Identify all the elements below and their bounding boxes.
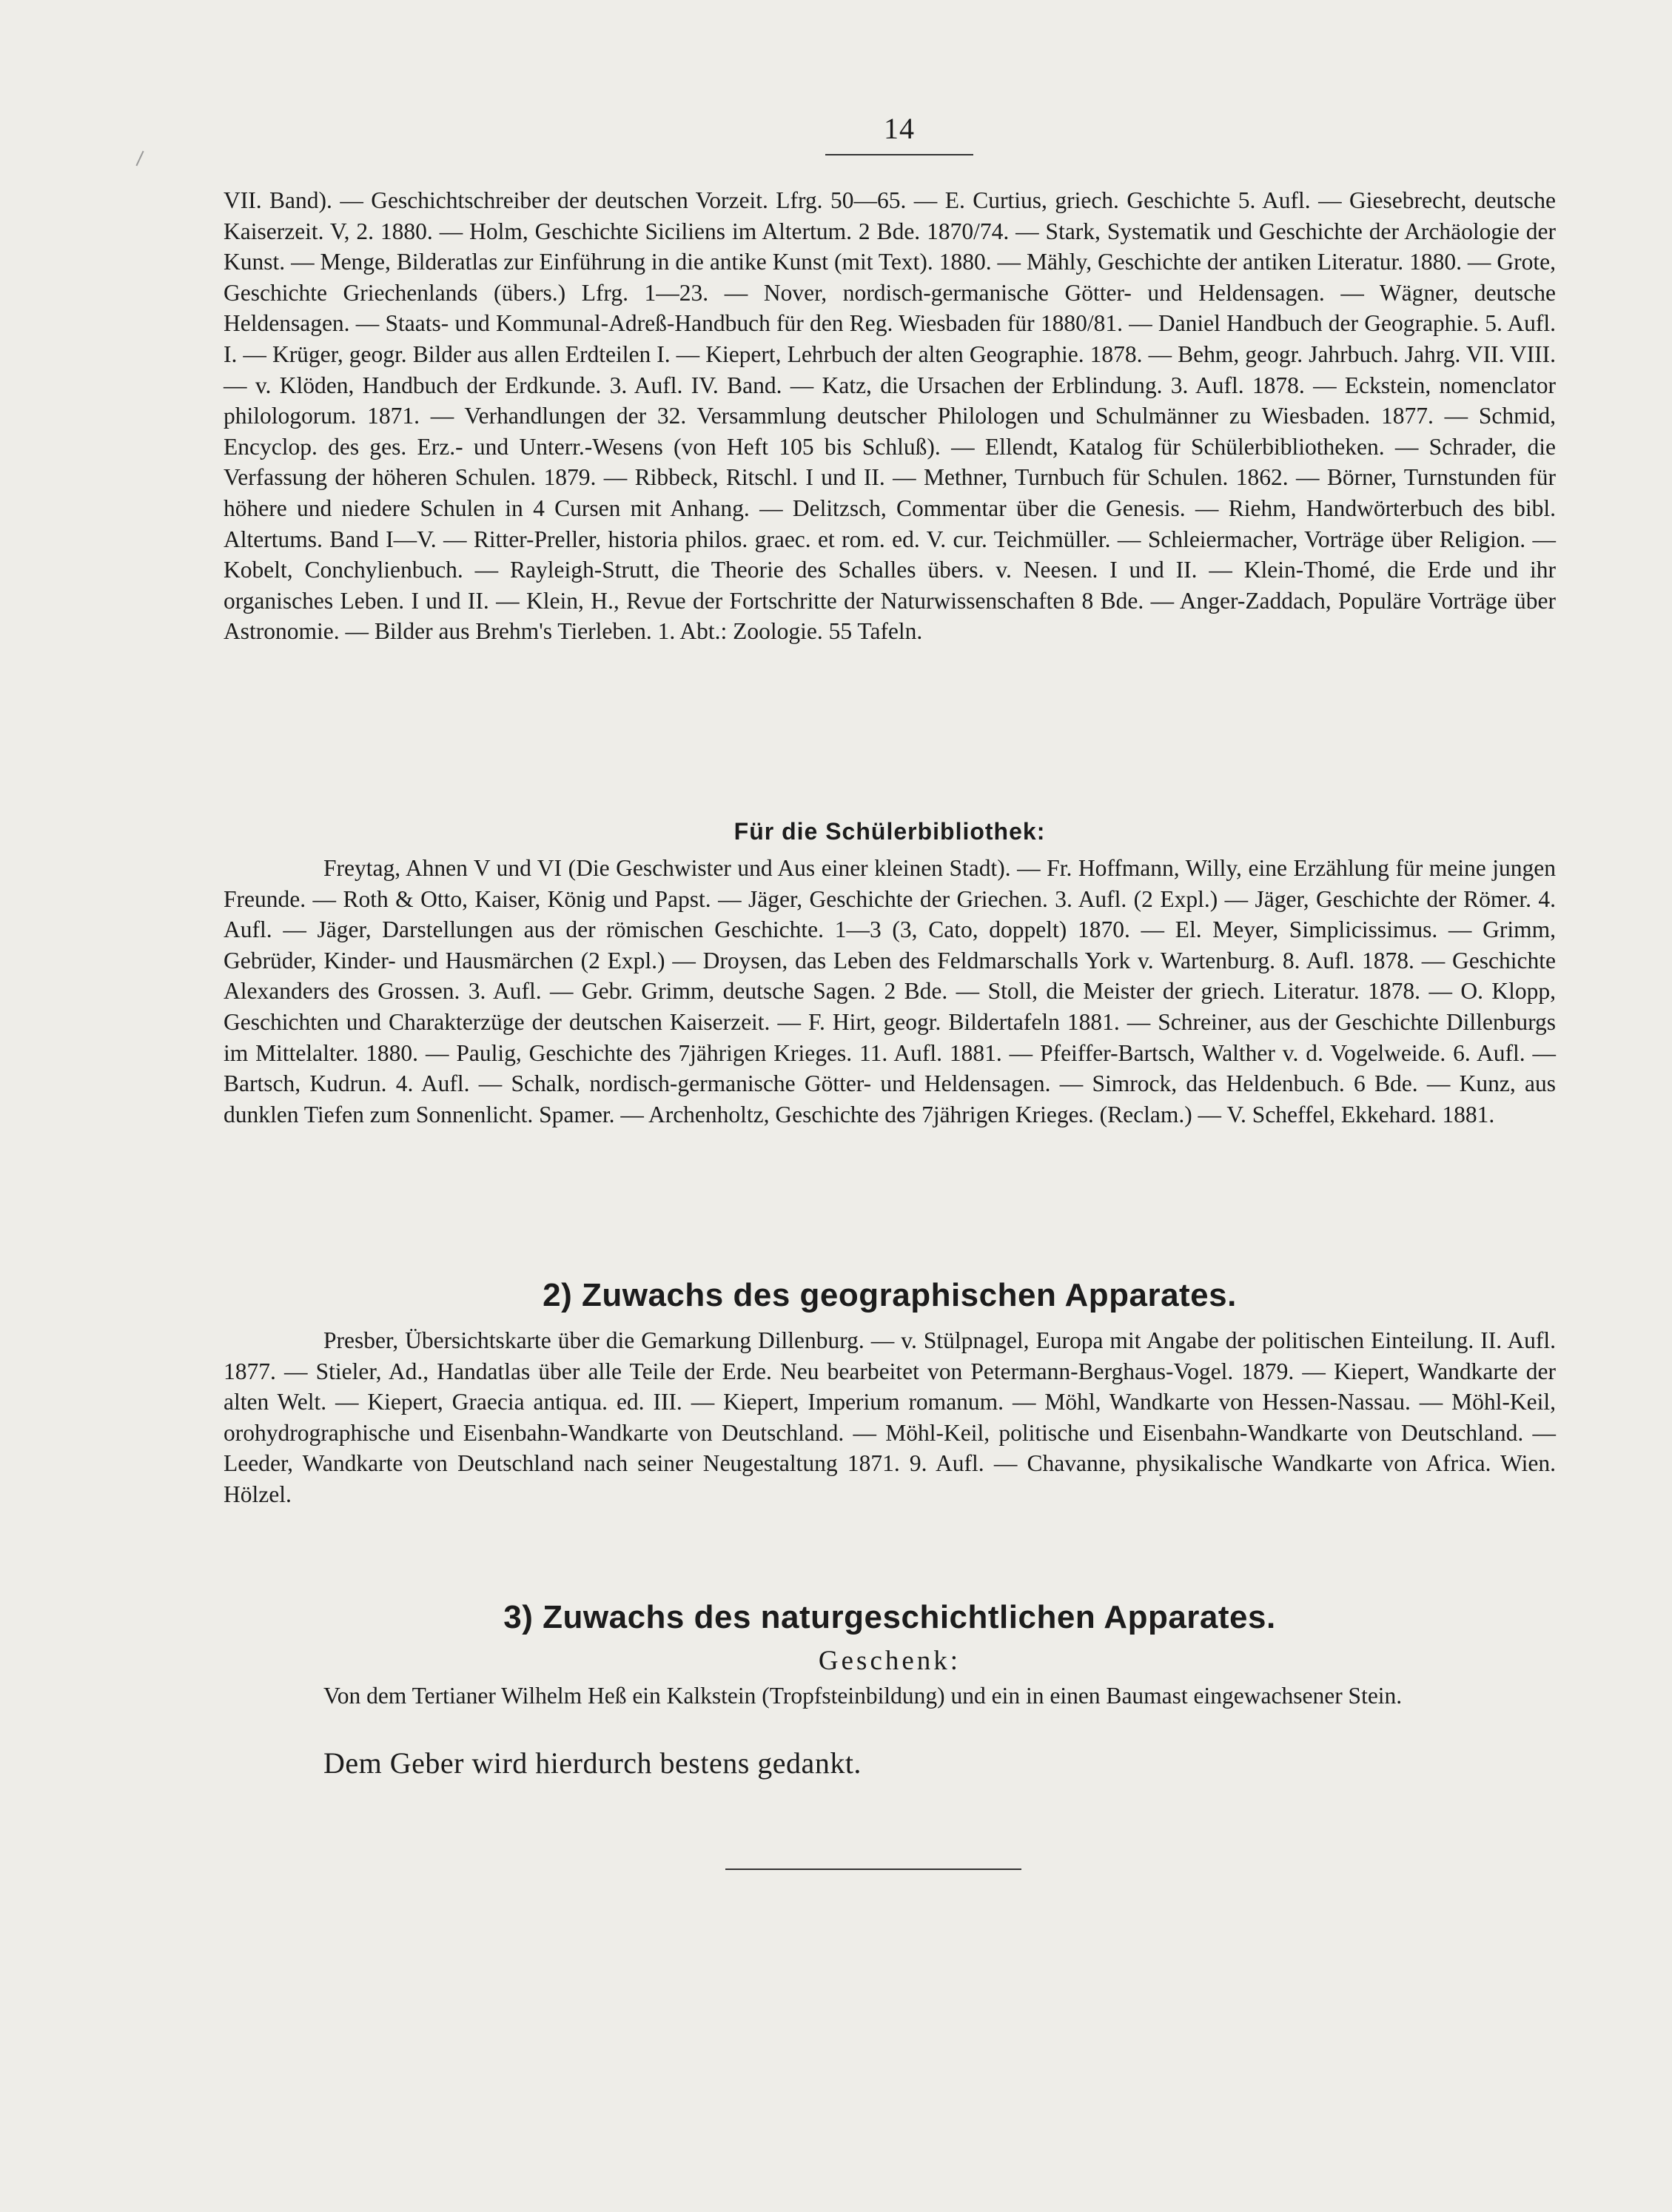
geographic-apparatus-heading: 2) Zuwachs des geographischen Apparates. — [543, 1277, 1237, 1313]
natural-history-gift-text — [224, 1680, 1556, 1712]
end-rule — [725, 1869, 1021, 1870]
page-number: 14 — [884, 112, 915, 145]
geschenk-label: Geschenk: — [818, 1646, 961, 1676]
schuelerbibliothek-list — [224, 853, 1556, 1130]
geographic-apparatus-paragraph: Presber, Übersichtskarte über die Gemarkung Dillenburg. — v. Stülpnagel, Europa mit Angabe der politischen Einteilung. II. Aufl. 1877. — Stieler, Ad., Handatlas über alle Teile der Erde. Neu bearbeitet von Petermann-Berghaus-Vogel. 1879. — Kiepert, Wandkarte der alten Welt. — Kiepert, Graecia antiqua. ed. III. — Kiepert, Imperium romanum. — Möhl, Wandkarte von Hessen-Nassau. — Möhl-Keil, orohydrographische und Eisenbahn-Wandkarte von Deutschland. — Möhl-Keil, politische und Eisenbahn-Wandkarte von Deutschland. — Leeder, Wandkarte von Deutschland nach seiner Neugestaltung 1871. 9. Aufl. — Chavanne, physikalische Wandkarte von Africa. Wien. Hölzel. — [224, 1327, 1556, 1507]
thanks-line: Dem Geber wird hierdurch bestens gedankt. — [323, 1746, 862, 1780]
schuelerbibliothek-heading: Für die Schülerbibliothek: — [733, 818, 1046, 845]
continued-book-list — [224, 185, 1556, 647]
margin-mark — [135, 151, 144, 167]
geographic-apparatus-list — [224, 1325, 1556, 1510]
gift-paragraph: Von dem Tertianer Wilhelm Heß ein Kalkstein (Tropfsteinbildung) und ein in einen Baumast eingewachsener Stein. — [323, 1683, 1403, 1709]
continued-paragraph: VII. Band). — Geschichtschreiber der deutschen Vorzeit. Lfrg. 50—65. — E. Curtius, griech. Geschichte 5. Aufl. — Giesebrecht, deutsche Kaiserzeit. V, 2. 1880. — Holm, Geschichte Siciliens im Altertum. 2 Bde. 1870/74. — Stark, Systematik und Geschichte der Archäologie der Kunst. — Menge, Bilderatlas zur Einführung in die antike Kunst (mit Text). 1880. — Mähly, Geschichte der antiken Literatur. 1880. — Grote, Geschichte Griechenlands (übers.) Lfrg. 1—23. — Nover, nordisch-germanische Götter- und Heldensagen. — Wägner, deutsche Heldensagen. — Staats- und Kommunal-Adreß-Handbuch für den Reg. Wiesbaden für 1880/81. — Daniel Handbuch der Geographie. 5. Aufl. I. — Krüger, geogr. Bilder aus allen Erdteilen I. — Kiepert, Lehrbuch der alten Geographie. 1878. — Behm, geogr. Jahrbuch. Jahrg. VII. VIII. — v. Klöden, Handbuch der Erdkunde. 3. Aufl. IV. Band. — Katz, die Ursachen der Erblindung. 3. Aufl. 1878. — Eckstein, nomenclator philologorum. 1871. — Verhandlungen der 32. Versammlung deutscher Philologen und Schulmänner zu Wiesbaden. 1877. — Schmid, Encyclop. des ges. Erz.- und Unterr.-Wesens (von Heft 105 bis Schluß). — Ellendt, Katalog für Schülerbibliotheken. — Schrader, die Verfassung der höheren Schulen. 1879. — Ribbeck, Ritschl. I und II. — Methner, Turnbuch für Schulen. 1862. — Börner, Turnstunden für höhere und niedere Schulen in 4 Cursen mit Anhang. — Delitzsch, Commentar über die Genesis. — Riehm, Handwörterbuch des bibl. Altertums. Band I—V. — Ritter-Preller, historia philos. graec. et rom. ed. V. cur. Teichmüller. — Schleiermacher, Vorträge über Religion. — Kobelt, Conchylienbuch. — Rayleigh-Strutt, die Theorie des Schalles übers. v. Neesen. I und II. — Klein-Thomé, die Erde und ihr organisches Leben. I und II. — Klein, H., Revue der Fortschritte der Naturwissenschaften 8 Bde. — Anger-Zaddach, Populäre Vorträge über Astronomie. — Bilder aus Brehm's Tierleben. 1. Abt.: Zoologie. 55 Tafeln. — [224, 187, 1556, 645]
page-number-rule — [825, 154, 973, 155]
natural-history-apparatus-heading: 3) Zuwachs des naturgeschichtlichen Apparates. — [503, 1599, 1276, 1635]
schuelerbibliothek-paragraph: Freytag, Ahnen V und VI (Die Geschwister und Aus einer kleinen Stadt). — Fr. Hoffmann, Willy, eine Erzählung für meine jungen Freunde. — Roth & Otto, Kaiser, König und Papst. — Jäger, Geschichte der Griechen. 3. Aufl. (2 Expl.) — Jäger, Geschichte der Römer. 4. Aufl. — Jäger, Darstellungen aus der römischen Geschichte. 1—3 (3, Cato, doppelt) 1870. — El. Meyer, Simplicissimus. — Grimm, Gebrüder, Kinder- und Hausmärchen (2 Expl.) — Droysen, das Leben des Feldmarschalls York v. Wartenburg. 8. Aufl. 1878. — Geschichte Alexanders des Grossen. 3. Aufl. — Gebr. Grimm, deutsche Sagen. 2 Bde. — Stoll, die Meister der griech. Literatur. 1878. — O. Klopp, Geschichten und Charakterzüge der deutschen Kaiserzeit. — F. Hirt, geogr. Bildertafeln 1881. — Schreiner, aus der Geschichte Dillenburgs im Mittelalter. 1880. — Paulig, Geschichte des 7jährigen Krieges. 11. Aufl. 1881. — Pfeiffer-Bartsch, Walther v. d. Vogelweide. 6. Aufl. — Bartsch, Kudrun. 4. Aufl. — Schalk, nordisch-germanische Götter- und Heldensagen. — Simrock, das Heldenbuch. 6 Bde. — Kunz, aus dunklen Tiefen zum Sonnenlicht. Spamer. — Archenholtz, Geschichte des 7jährigen Krieges. (Reclam.) — V. Scheffel, Ekkehard. 1881. — [224, 855, 1556, 1127]
